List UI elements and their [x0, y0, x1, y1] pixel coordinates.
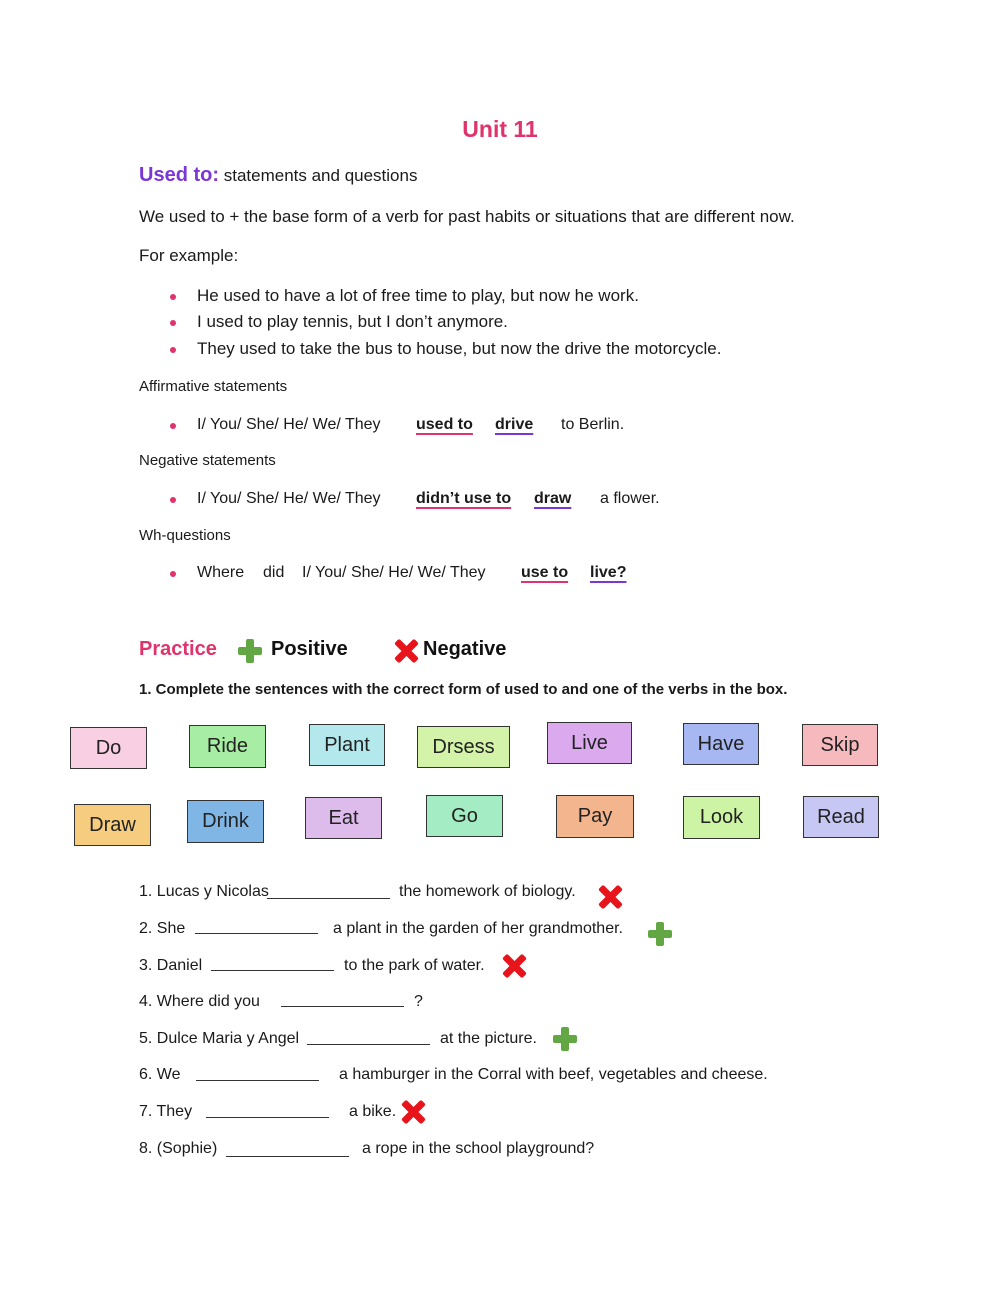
wh-heading: Wh-questions	[139, 527, 231, 544]
affirmative-rest: to Berlin.	[561, 416, 625, 433]
exercise-instruction: 1. Complete the sentences with the correct form of used to and one of the verbs in the box.	[139, 681, 788, 698]
answer-blank[interactable]	[226, 1156, 349, 1157]
answer-blank[interactable]	[195, 933, 318, 934]
verb-box[interactable]: Have	[683, 723, 759, 765]
bullet-icon	[170, 294, 176, 300]
cross-icon	[502, 954, 526, 978]
verb-box[interactable]: Draw	[74, 804, 151, 846]
wh-aux: use to	[521, 564, 569, 581]
verb-box[interactable]: Ride	[189, 725, 266, 768]
answer-blank[interactable]	[206, 1117, 329, 1118]
sentence-ending: a bike.	[349, 1103, 397, 1120]
page-title: Unit 11	[462, 116, 538, 142]
sentence-prompt: 1. Lucas y Nicolas	[139, 883, 269, 900]
answer-blank[interactable]	[267, 898, 390, 899]
answer-blank[interactable]	[307, 1044, 430, 1045]
sentence-prompt: 2. She	[139, 920, 186, 937]
positive-legend: Positive	[271, 638, 348, 660]
used-to-heading	[139, 164, 417, 187]
verb-box[interactable]: Pay	[556, 795, 634, 838]
bullet-icon	[170, 497, 176, 503]
bullet-icon	[170, 320, 176, 326]
sentence-ending: to the park of water.	[344, 957, 485, 974]
bullet-icon	[170, 347, 176, 353]
sentence-prompt: 3. Daniel	[139, 957, 203, 974]
verb-box[interactable]: Do	[70, 727, 147, 769]
answer-blank[interactable]	[196, 1080, 319, 1081]
wh-where: Where	[197, 564, 245, 581]
practice-label: Practice	[139, 638, 217, 660]
wh-verb: live?	[590, 564, 627, 581]
bullet-icon	[170, 423, 176, 429]
sentence-prompt: 4. Where did you	[139, 993, 260, 1010]
negative-aux: didn’t use to	[416, 490, 512, 507]
negative-heading: Negative statements	[139, 452, 276, 469]
sentence-prompt: 8. (Sophie)	[139, 1140, 218, 1157]
answer-blank[interactable]	[281, 1006, 404, 1007]
example-item: I used to play tennis, but I don’t anymore.	[197, 312, 508, 331]
negative-legend: Negative	[423, 638, 507, 660]
negative-verb: draw	[534, 490, 572, 507]
wh-did: did	[263, 564, 285, 581]
sentence-prompt: 7. They	[139, 1103, 193, 1120]
verb-box[interactable]: Drink	[187, 800, 264, 843]
plus-icon	[553, 1027, 577, 1051]
cross-icon	[401, 1100, 425, 1124]
negative-rest: a flower.	[600, 490, 660, 507]
cross-icon	[394, 639, 418, 663]
used-to-subtitle: statements and questions	[223, 166, 418, 185]
wh-subject: I/ You/ She/ He/ We/ They	[302, 564, 486, 581]
verb-box[interactable]: Drsess	[417, 726, 510, 768]
sentence-ending: at the picture.	[440, 1030, 537, 1047]
affirmative-subject: I/ You/ She/ He/ We/ They	[197, 416, 381, 433]
affirmative-aux: used to	[416, 416, 473, 433]
plus-icon	[238, 639, 262, 663]
sentence-ending: the homework of biology.	[399, 883, 576, 900]
verb-box[interactable]: Read	[803, 796, 879, 838]
sentence-ending: a plant in the garden of her grandmother.	[333, 920, 623, 937]
bullet-icon	[170, 571, 176, 577]
cross-icon	[598, 885, 622, 909]
verb-box[interactable]: Skip	[802, 724, 878, 766]
sentence-ending: a rope in the school playground?	[362, 1140, 595, 1157]
used-to-label: Used to:	[139, 164, 219, 186]
verb-box[interactable]: Eat	[305, 797, 382, 839]
for-example-label: For example:	[139, 246, 239, 265]
affirmative-verb: drive	[495, 416, 534, 433]
example-item: He used to have a lot of free time to play, but now he work.	[197, 286, 639, 305]
verb-box[interactable]: Look	[683, 796, 760, 839]
answer-blank[interactable]	[211, 970, 334, 971]
sentence-ending: ?	[414, 993, 423, 1010]
sentence-prompt: 6. We	[139, 1066, 181, 1083]
verb-box[interactable]: Plant	[309, 724, 385, 766]
negative-subject: I/ You/ She/ He/ We/ They	[197, 490, 381, 507]
verb-box[interactable]: Go	[426, 795, 503, 837]
verb-box[interactable]: Live	[547, 722, 632, 764]
plus-icon	[648, 922, 672, 946]
sentence-ending: a hamburger in the Corral with beef, vegetables and cheese.	[339, 1066, 768, 1083]
sentence-prompt: 5. Dulce Maria y Angel	[139, 1030, 300, 1047]
intro-text: We used to + the base form of a verb for past habits or situations that are different now.	[139, 207, 795, 226]
affirmative-heading: Affirmative statements	[139, 378, 288, 395]
example-item: They used to take the bus to house, but now the drive the motorcycle.	[197, 339, 722, 358]
